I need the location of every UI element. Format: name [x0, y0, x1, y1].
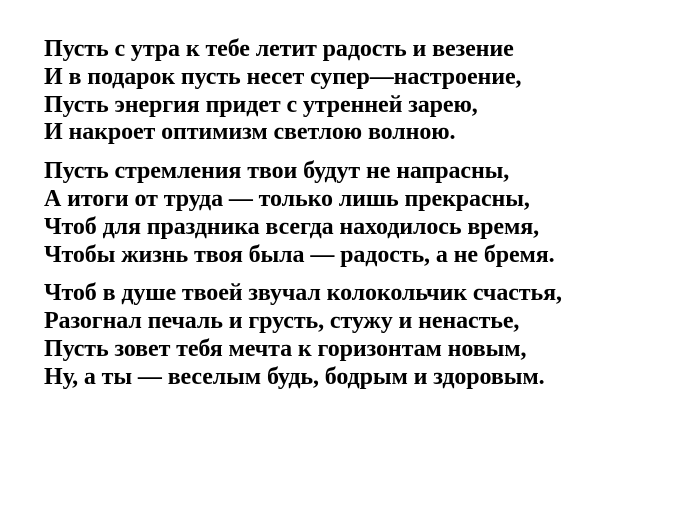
stanza-2 [44, 158, 684, 269]
poem-line: Пусть стремления твои будут не напрасны, [44, 158, 510, 185]
poem [44, 36, 684, 392]
poem-line: А итоги от труда — только лишь прекрасны, [44, 185, 530, 212]
poem-line: И в подарок пусть несет супер—настроение, [44, 63, 522, 90]
poem-line: Чтобы жизнь твоя была — радость, а не бремя. [44, 241, 555, 268]
poem-line: Пусть энергия придет с утренней зарею, [44, 91, 478, 118]
poem-line: Чтоб в душе твоей звучал колокольчик счастья, [44, 280, 562, 307]
poem-line: Ну, а ты — веселым будь, бодрым и здоровым. [44, 363, 545, 390]
poem-line: Пусть зовет тебя мечта к горизонтам новым, [44, 335, 527, 362]
poem-line: Разогнал печаль и грусть, стужу и ненастье, [44, 308, 520, 335]
poem-line: И накроет оптимизм светлою волною. [44, 119, 456, 146]
stanza-3 [44, 280, 684, 391]
poem-line: Чтоб для праздника всегда находилось время, [44, 213, 540, 240]
stanza-1 [44, 36, 684, 147]
poem-line: Пусть с утра к тебе летит радость и везение [44, 36, 514, 62]
